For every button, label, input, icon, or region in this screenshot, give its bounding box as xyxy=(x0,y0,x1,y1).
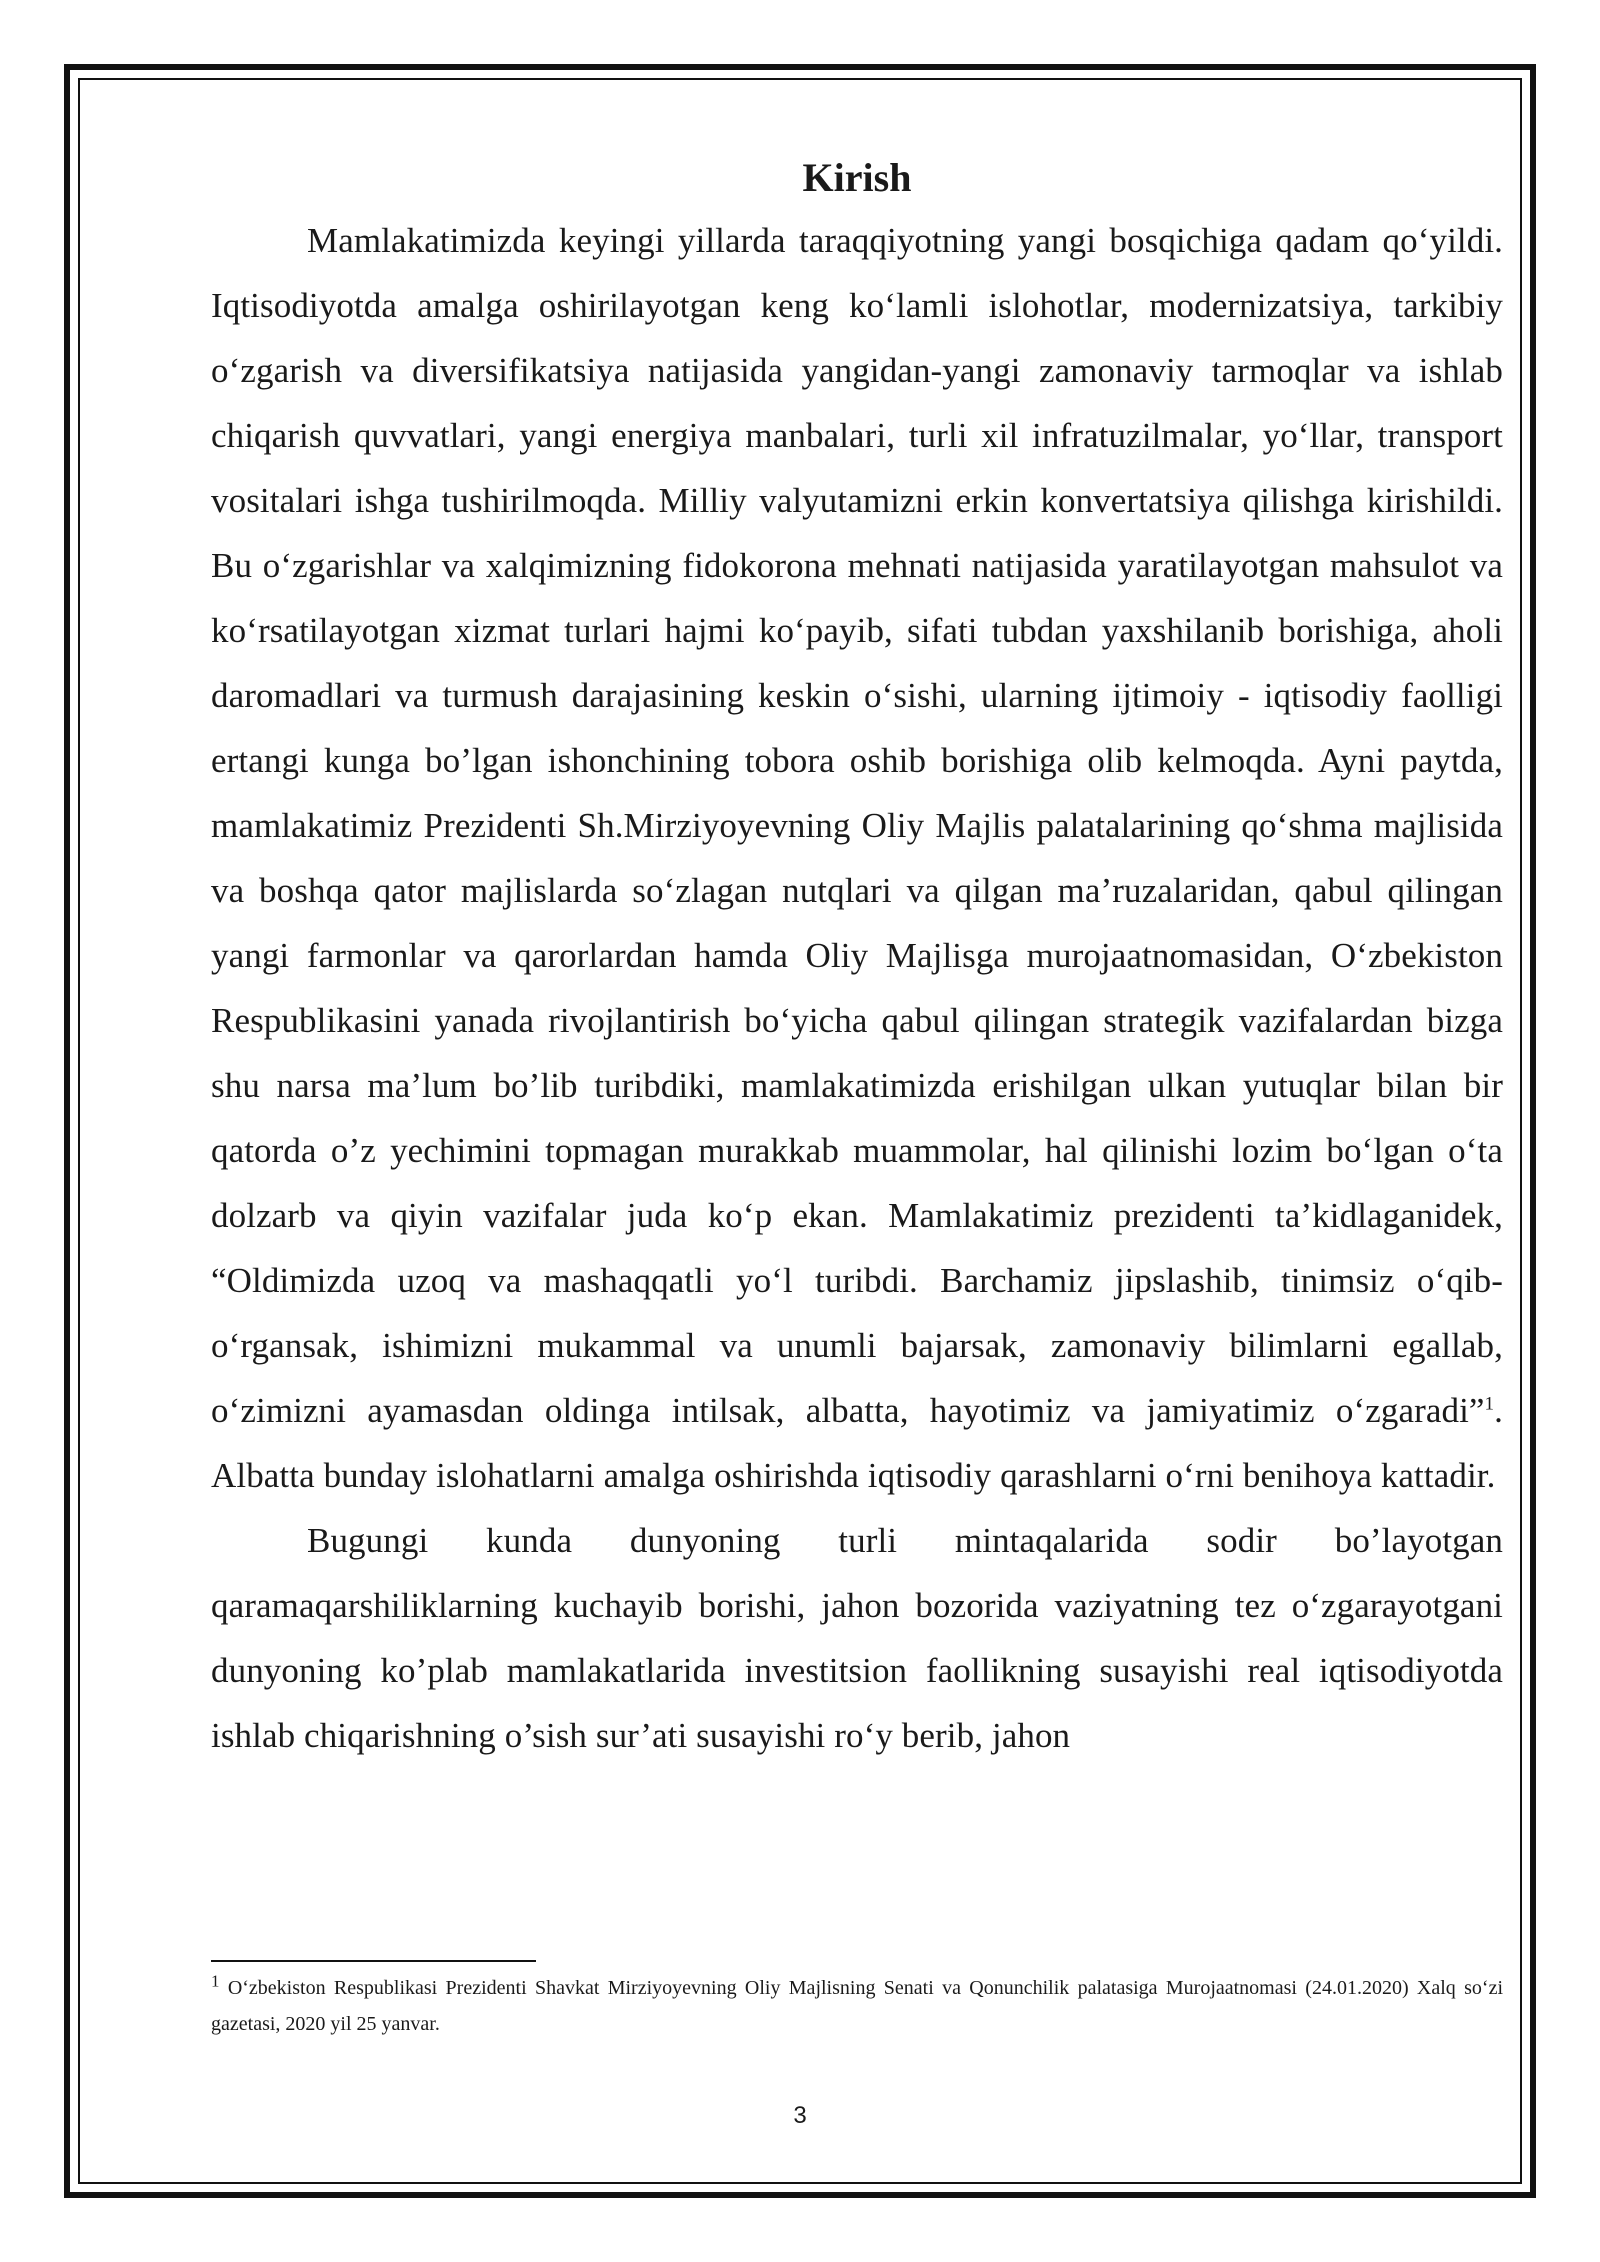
paragraph-intro-end: . Albatta bunday islohatlarni amalga oshirishda iqtisodiy qarashlarni o‘rni benihoya kattadir. xyxy=(211,1391,1503,1495)
paragraph-second: Bugungi kunda dunyoning turli mintaqalarida sodir bo’layotgan qaramaqarshiliklarning kuchayib borishi, jahon bozorida vaziyatning tez o‘zgarayotgani dunyoning ko’plab mamlakatlarida investitsion faollikning susayishi real iqtisodiyotda ishlab chiqarishning o’sish sur’ati susayishi ro‘y berib, jahon xyxy=(211,1521,1503,1755)
document-body xyxy=(211,148,1503,1768)
section-title: Kirish xyxy=(802,155,912,200)
footnote-text: O‘zbekiston Respublikasi Prezidenti Shavkat Mirziyoyevning Oliy Majlisning Senati va Qonunchilik palatasiga Murojaatnomasi (24.01.2020) Xalq so‘zi gazetasi, 2020 yil 25 yanvar. xyxy=(211,1977,1503,2035)
paragraph-intro-text: Mamlakatimizda keyingi yillarda taraqqiyotning yangi bosqichiga qadam qo‘yildi. Iqtisodiyotda amalga oshirilayotgan keng ko‘lamli islohotlar, modernizatsiya, tarkibiy o‘zgarish va diversifikatsiya natijasida yangidan-yangi zamonaviy tarmoqlar va ishlab chiqarish quvvatlari, yangi energiya manbalari, turli xil infratuzilmalar, yo‘llar, transport vositalari ishga tushirilmoqda. Milliy valyutamizni erkin konvertatsiya qilishga kirishildi. Bu o‘zgarishlar va xalqimizning fidokorona mehnati natijasida yaratilayotgan mahsulot va ko‘rsatilayotgan xizmat turlari hajmi ko‘payib, sifati tubdan yaxshilanib borishiga, aholi daromadlari va turmush darajasining keskin o‘sishi, ularning ijtimoiy - iqtisodiy faolligi ertangi kunga bo’lgan ishonchining tobora oshib borishiga olib kelmoqda. Ayni paytda, mamlakatimiz Prezidenti Sh.Mirziyoyevning Oliy Majlis palatalarining qo‘shma majlisida va boshqa qator majlislarda so‘zlagan nutqlari va qilgan ma’ruzalaridan, qabul qilingan yangi farmonlar va qarorlardan hamda Oliy Majlisga murojaatnomasidan, O‘zbekiston Respublikasini yanada rivojlantirish bo‘yicha qabul qilingan strategik vazifalardan bizga shu narsa ma’lum bo’lib turibdiki, mamlakatimizda erishilgan ulkan yutuqlar bilan bir qatorda o’z yechimini topmagan murakkab muammolar, hal qilinishi lozim bo‘lgan o‘ta dolzarb va qiyin vazifalar juda ko‘p ekan. Mamlakatimiz prezidenti ta’kidlaganidek, “Oldimizda uzoq va mashaqqatli yo‘l turibdi. Barchamiz jipslashib, tinimsiz o‘qib-o‘rgansak, ishimizni mukammal va unumli bajarsak, zamonaviy bilimlarni egallab, o‘zimizni ayamasdan oldinga intilsak, albatta, hayotimiz va jamiyatimiz o‘zgaradi” xyxy=(211,221,1503,1430)
paragraph-intro xyxy=(211,208,1503,1508)
footnote-marker: 1 xyxy=(211,1971,220,1991)
footnote-divider xyxy=(211,1960,536,1962)
footnote xyxy=(211,1970,1503,2042)
page-number: 3 xyxy=(793,2102,807,2129)
footnote-reference[interactable]: 1 xyxy=(1484,1393,1495,1415)
